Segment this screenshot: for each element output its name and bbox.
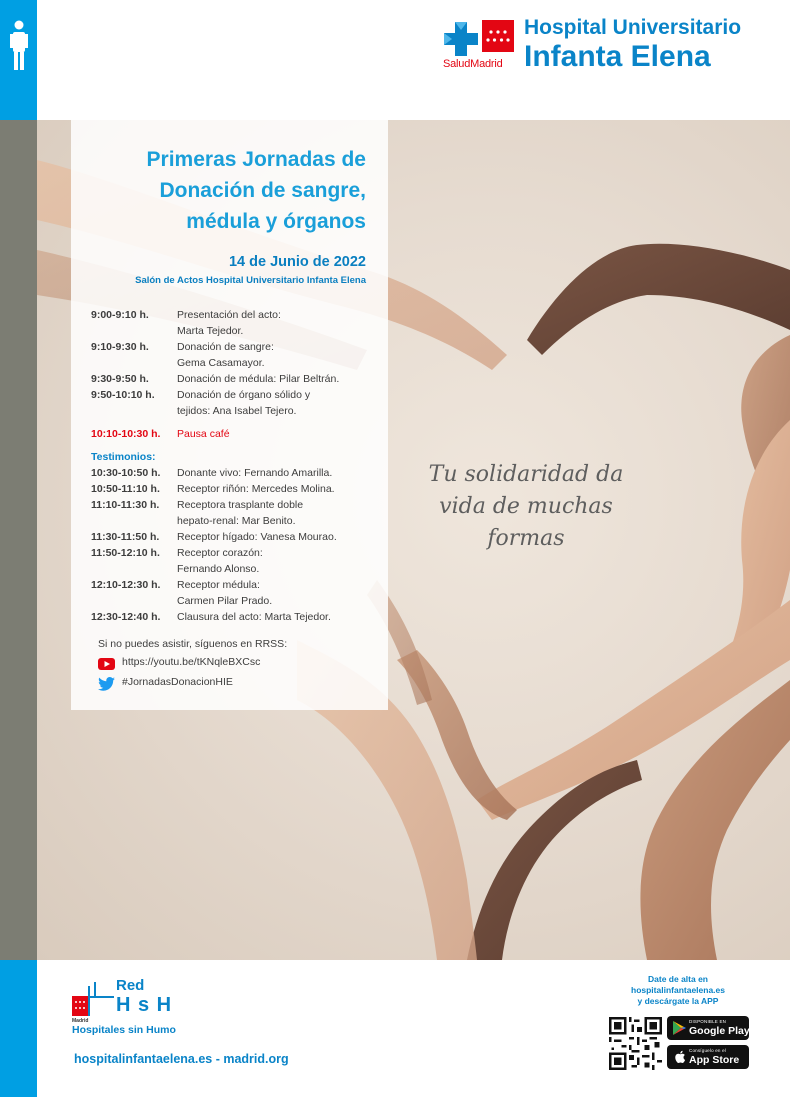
event-title-line1: Primeras Jornadas de — [146, 148, 366, 171]
schedule-desc: tejidos: Ana Isabel Tejero. — [177, 405, 297, 417]
slogan-line1: Tu solidaridad da — [428, 462, 624, 487]
google-play-small: DISPONIBLE EN — [689, 1019, 727, 1024]
testimonial-desc: Receptor corazón: — [177, 547, 263, 559]
testimonial-desc: Receptora trasplante doble — [177, 499, 304, 511]
hospital-name-line2: Infanta Elena — [524, 40, 711, 73]
schedule-desc: Marta Tejedor. — [177, 325, 244, 337]
testimonial-desc: Receptor hígado: Vanesa Mourao. — [177, 531, 337, 543]
saludmadrid-logo-text: SaludMadrid — [443, 58, 503, 70]
app-promo-line[interactable]: hospitalinfantaelena.es — [631, 985, 725, 995]
schedule-desc: Gema Casamayor. — [177, 357, 265, 369]
testimonial-time: 11:10-11:30 h. — [91, 499, 160, 511]
hsh-logo-icon — [72, 982, 116, 1018]
left-strip-top — [0, 0, 37, 120]
testimonial-desc: Receptor médula: — [177, 579, 260, 591]
testimonial-desc: Receptor riñón: Mercedes Molina. — [177, 483, 335, 495]
schedule-time: 9:50-10:10 h. — [91, 389, 155, 401]
schedule-time: 9:10-9:30 h. — [91, 341, 149, 353]
testimonial-desc: Clausura del acto: Marta Tejedor. — [177, 611, 331, 623]
google-play-button[interactable] — [667, 1016, 749, 1040]
event-title-line3: médula y órganos — [186, 210, 366, 233]
madrid-small-label: Madrid — [72, 1018, 89, 1024]
event-date: 14 de Junio de 2022 — [228, 254, 366, 270]
schedule-desc: Donación de sangre: — [177, 341, 274, 353]
app-store-label: App Store — [689, 1054, 740, 1066]
testimonial-desc: hepato-renal: Mar Benito. — [177, 515, 296, 527]
testimonial-time: 10:30-10:50 h. — [91, 467, 161, 479]
app-promo-line: y descárgate la APP — [637, 996, 719, 1006]
google-play-icon — [673, 1021, 686, 1035]
madrid-flag-icon — [482, 20, 514, 52]
event-title-line2: Donación de sangre, — [159, 179, 366, 202]
schedule-time: 9:00-9:10 h. — [91, 309, 149, 321]
slogan-line2: vida de muchas — [439, 494, 613, 519]
twitter-icon[interactable] — [98, 677, 115, 691]
social-label: Si no puedes asistir, síguenos en RRSS: — [98, 638, 288, 650]
hsh-red-label: Red — [116, 977, 145, 994]
schedule-time: 9:30-9:50 h. — [91, 373, 149, 385]
schedule-desc: Presentación del acto: — [177, 309, 281, 321]
testimonial-time: 12:30-12:40 h. — [91, 611, 161, 623]
event-info-card — [71, 120, 388, 710]
testimonial-desc: Donante vivo: Fernando Amarilla. — [177, 467, 333, 479]
left-strip-bottom — [0, 960, 37, 1097]
testimonial-time: 11:30-11:50 h. — [91, 531, 160, 543]
google-play-label: Google Play — [689, 1025, 750, 1037]
app-store-button[interactable] — [667, 1045, 749, 1069]
youtube-icon[interactable] — [98, 658, 115, 670]
footer-urls[interactable]: hospitalinfantaelena.es - madrid.org — [74, 1052, 289, 1066]
testimonials-heading: Testimonios: — [91, 451, 156, 463]
apple-icon — [673, 1050, 686, 1064]
slogan-line3: formas — [487, 526, 565, 551]
person-icon — [9, 20, 29, 74]
hsh-label: H s H — [116, 994, 173, 1016]
break-label: Pausa café — [177, 428, 230, 440]
youtube-link[interactable]: https://youtu.be/tKNqleBXCsc — [122, 656, 261, 668]
app-promo-text — [608, 974, 748, 1007]
testimonial-desc: Carmen Pilar Prado. — [177, 595, 273, 607]
twitter-hashtag[interactable]: #JornadasDonacionHIE — [122, 676, 233, 688]
qr-code — [609, 1017, 662, 1070]
hsh-subtitle: Hospitales sin Humo — [72, 1024, 176, 1036]
app-promo-line: Date de alta en — [648, 974, 708, 984]
schedule-desc: Donación de órgano sólido y — [177, 389, 311, 401]
cross-logo-icon — [444, 22, 478, 56]
testimonial-desc: Fernando Alonso. — [177, 563, 260, 575]
testimonial-time: 12:10-12:30 h. — [91, 579, 161, 591]
left-strip-middle — [0, 120, 37, 960]
hospital-name-line1: Hospital Universitario — [524, 16, 742, 39]
break-time: 10:10-10:30 h. — [91, 428, 161, 440]
app-store-small: Consíguelo en el — [689, 1048, 726, 1053]
testimonial-time: 10:50-11:10 h. — [91, 483, 160, 495]
testimonial-time: 11:50-12:10 h. — [91, 547, 160, 559]
schedule-desc: Donación de médula: Pilar Beltrán. — [177, 373, 340, 385]
event-venue: Salón de Actos Hospital Universitario Infanta Elena — [135, 275, 366, 286]
